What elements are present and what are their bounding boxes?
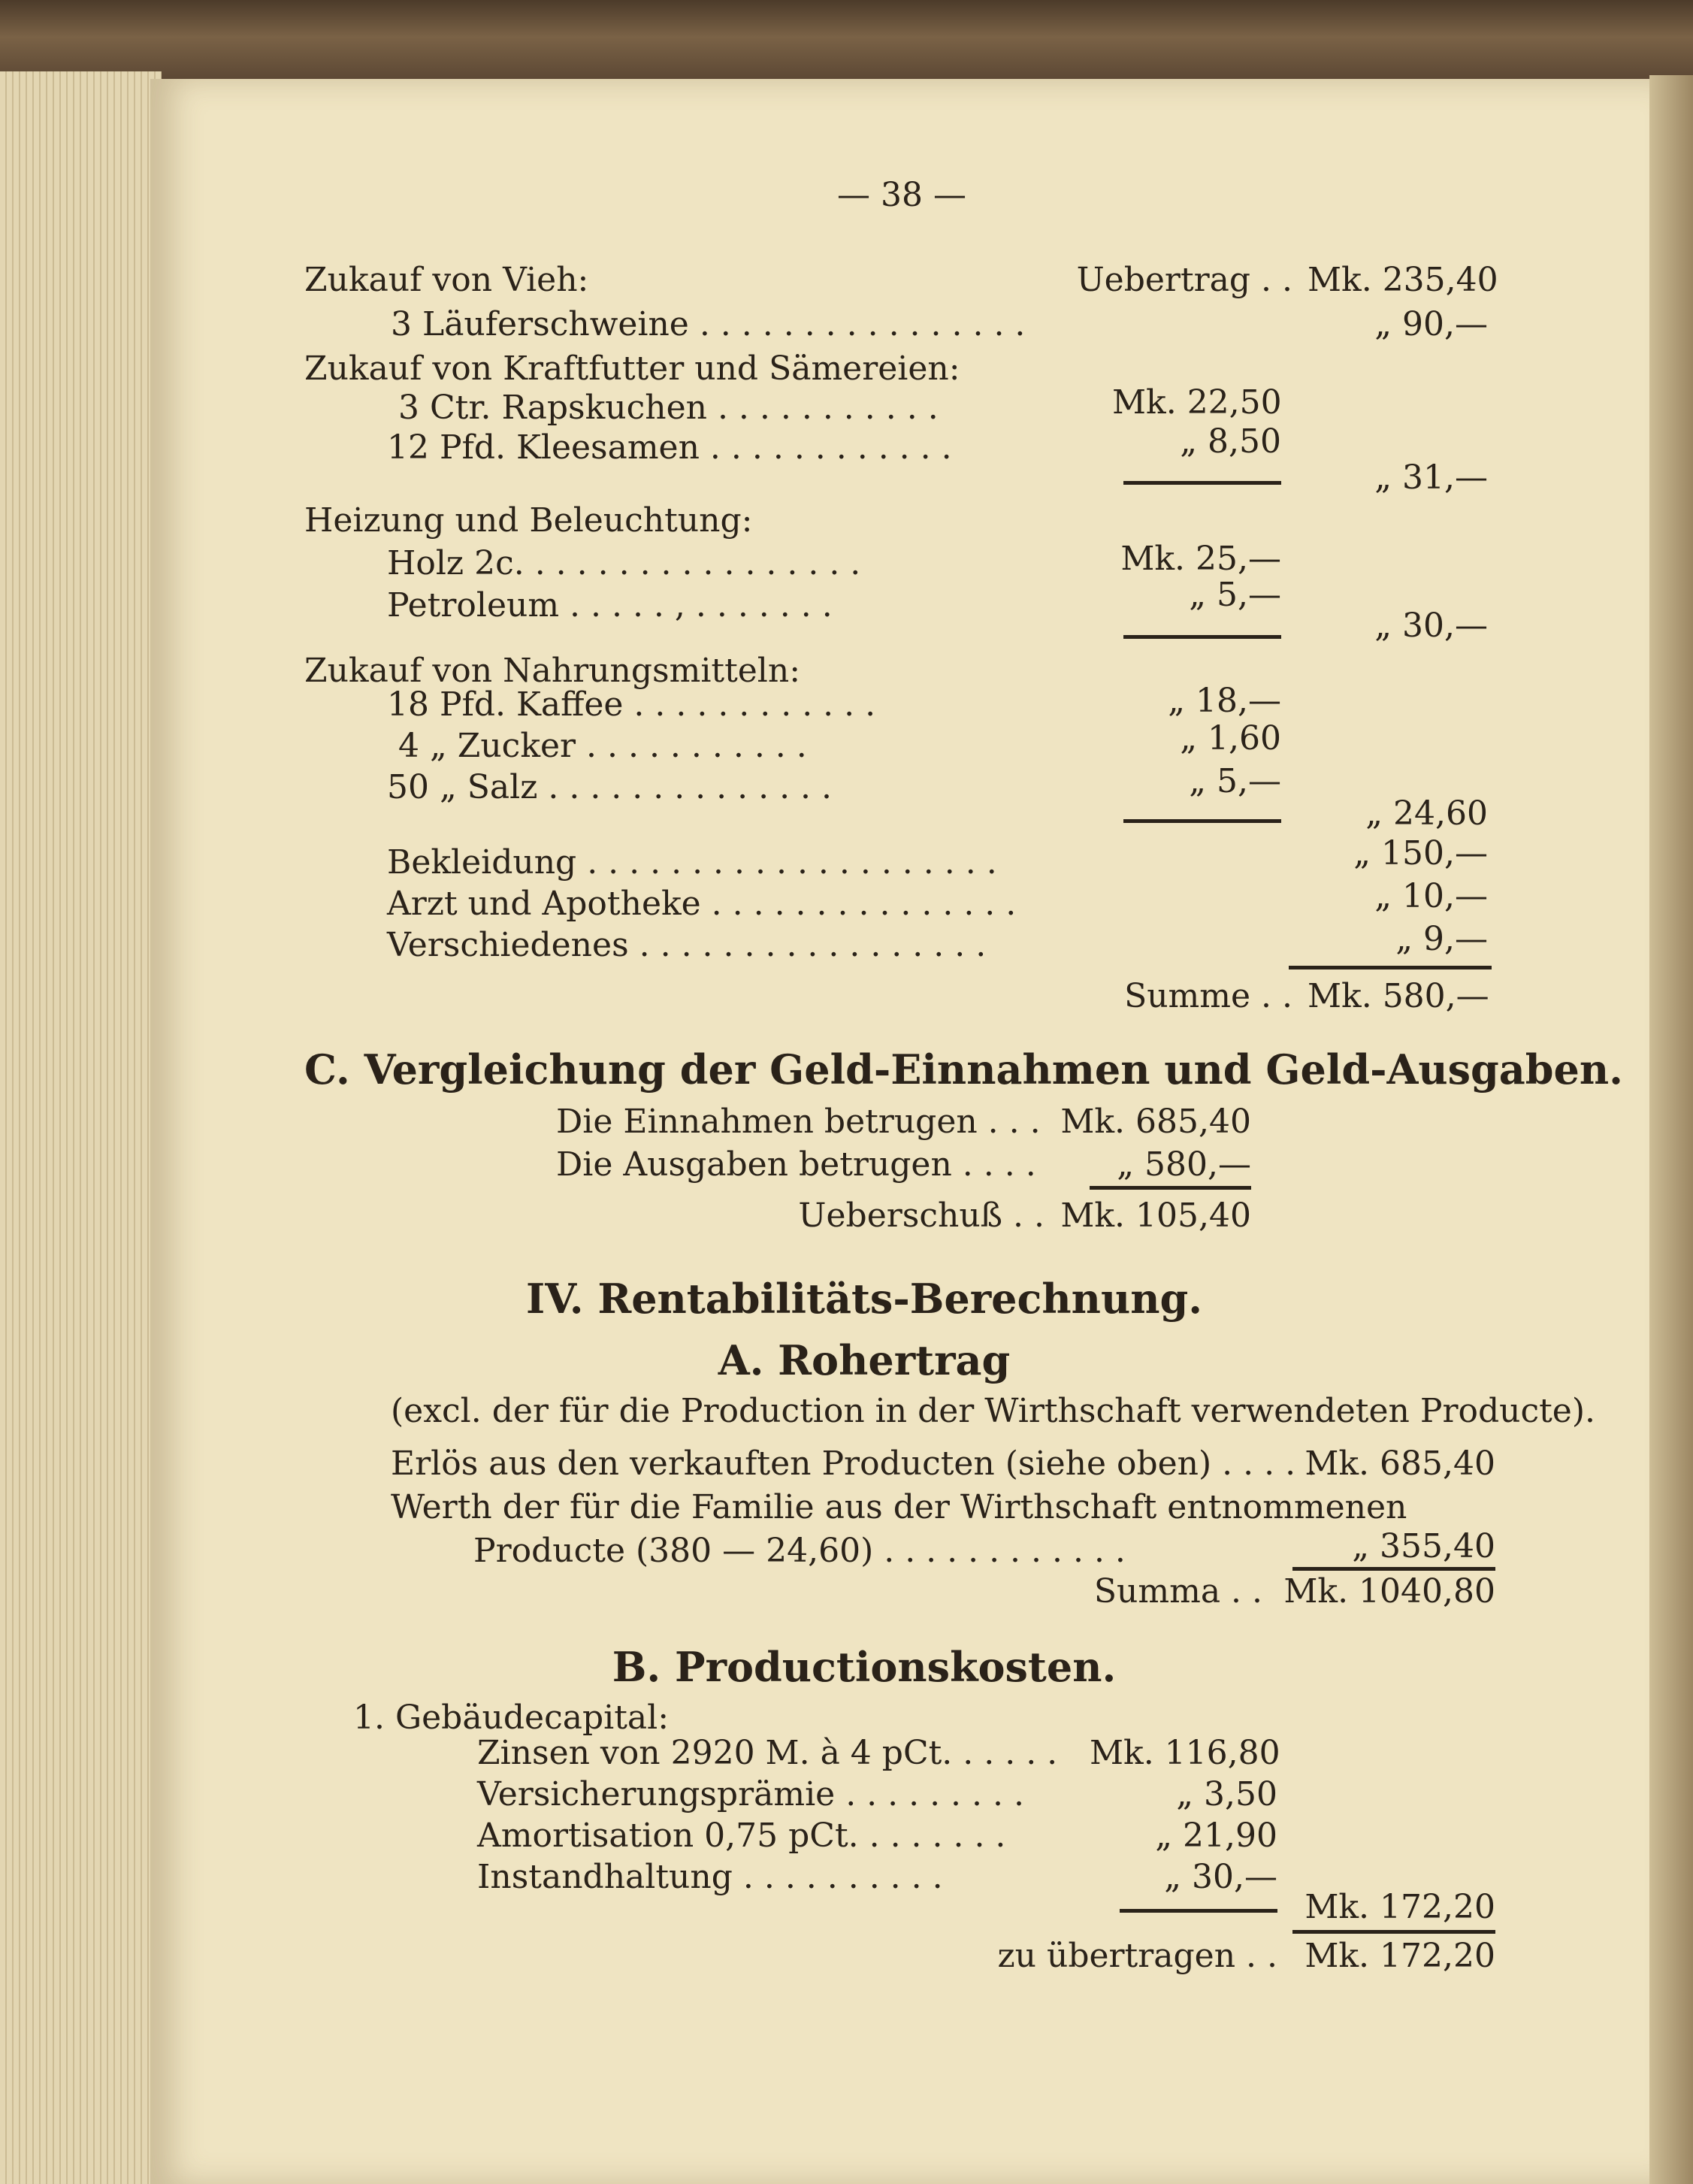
- item-zinsen: Zinsen von 2920 M. à 4 pCt. . . . . .: [477, 1734, 1058, 1772]
- page-number: — 38 —: [837, 176, 966, 214]
- summa-label: Summa . .: [1093, 1572, 1262, 1611]
- ausgaben-amount: „ 580,—: [1117, 1145, 1251, 1184]
- page-edges: [0, 71, 162, 2184]
- werth-line2: Producte (380 — 24,60) . . . . . . . . . . . .: [473, 1532, 1126, 1570]
- item-zucker: 4 „ Zucker . . . . . . . . . . .: [398, 727, 807, 765]
- amount-zinsen: Mk. 116,80: [1090, 1734, 1280, 1772]
- gebaeude-subtotal: Mk. 172,20: [1305, 1888, 1495, 1926]
- subtotal-rule: [1120, 1909, 1277, 1913]
- item-versicherung: Versicherungsprämie . . . . . . . . .: [477, 1775, 1024, 1813]
- heading-kraftfutter: Zukauf von Kraftfutter und Sämereien:: [304, 349, 960, 388]
- uebertrag-label: Uebertrag . .: [1076, 261, 1292, 299]
- subtotal-rule: [1123, 635, 1281, 639]
- item-rapskuchen: 3 Ctr. Rapskuchen . . . . . . . . . . .: [398, 389, 939, 427]
- einnahmen-amount: Mk. 685,40: [1060, 1103, 1251, 1141]
- total-rule: [1090, 1186, 1251, 1190]
- summe-label: Summe . .: [1124, 977, 1292, 1015]
- item-instandhaltung: Instandhaltung . . . . . . . . . .: [477, 1858, 943, 1896]
- summe-amount: Mk. 580,—: [1308, 977, 1489, 1015]
- total-rule: [1292, 1930, 1495, 1934]
- item-arzt: Arzt und Apotheke . . . . . . . . . . . . . . .: [387, 885, 1017, 923]
- amount-rapskuchen: Mk. 22,50: [1112, 383, 1282, 422]
- uebertrag-amount: Mk. 235,40: [1308, 261, 1498, 299]
- amount-verschiedenes: „ 9,—: [1395, 920, 1488, 958]
- item-amortisation: Amortisation 0,75 pCt. . . . . . . .: [477, 1816, 1006, 1855]
- page-right-edge: [1649, 75, 1693, 2184]
- heading-rohertrag: A. Rohertrag: [718, 1336, 1011, 1384]
- amount-instandhaltung: „ 30,—: [1164, 1858, 1277, 1896]
- ueberschuss-label: Ueberschuß . .: [798, 1196, 1045, 1235]
- amount-kleesamen: „ 8,50: [1180, 422, 1281, 461]
- item-salz: 50 „ Salz . . . . . . . . . . . . . .: [387, 768, 833, 806]
- total-rule: [1289, 966, 1492, 969]
- subtotal-rule: [1123, 481, 1281, 485]
- item-kaffee: 18 Pfd. Kaffee . . . . . . . . . . . .: [387, 685, 876, 724]
- book-spine: [0, 0, 1693, 83]
- total-heizung: „ 30,—: [1374, 606, 1488, 645]
- erloes-label: Erlös aus den verkauften Producten (siehe oben) . . . . .: [391, 1444, 1317, 1483]
- total-nahrung: „ 24,60: [1365, 794, 1488, 833]
- subtotal-rule: [1123, 819, 1281, 823]
- amount-arzt: „ 10,—: [1374, 877, 1488, 915]
- amount-salz: „ 5,—: [1189, 762, 1281, 800]
- item-verschiedenes: Verschiedenes . . . . . . . . . . . . . . . . .: [387, 926, 987, 964]
- heading-productionskosten: B. Productionskosten.: [612, 1643, 1117, 1691]
- total-kraftfutter: „ 31,—: [1374, 458, 1488, 497]
- heading-zukauf-vieh: Zukauf von Vieh:: [304, 261, 589, 299]
- werth-line1: Werth der für die Familie aus der Wirthschaft entnommenen: [391, 1488, 1407, 1526]
- item-kleesamen: 12 Pfd. Kleesamen . . . . . . . . . . . .: [387, 428, 952, 467]
- uebertragen-label: zu übertragen . .: [997, 1937, 1277, 1975]
- amount-amortisation: „ 21,90: [1155, 1816, 1277, 1855]
- summa-amount: Mk. 1040,80: [1283, 1572, 1495, 1611]
- item-petroleum: Petroleum . . . . . , . . . . . . .: [387, 586, 833, 625]
- heading-section-c: C. Vergleichung der Geld-Einnahmen und Geld-Ausgaben.: [304, 1045, 1623, 1094]
- heading-section-iv: IV. Rentabilitäts-Berechnung.: [526, 1275, 1203, 1323]
- item-holz: Holz 2c. . . . . . . . . . . . . . . . .: [387, 544, 861, 582]
- item-bekleidung: Bekleidung . . . . . . . . . . . . . . . . . . . .: [387, 843, 997, 882]
- ausgaben-label: Die Ausgaben betrugen . . . .: [556, 1145, 1036, 1184]
- amount-laeuferschweine: „ 90,—: [1374, 305, 1488, 343]
- amount-petroleum: „ 5,—: [1189, 576, 1281, 614]
- heading-heizung: Heizung und Beleuchtung:: [304, 501, 753, 540]
- amount-kaffee: „ 18,—: [1168, 682, 1281, 720]
- heading-nahrung: Zukauf von Nahrungsmitteln:: [304, 652, 801, 690]
- werth-amount: „ 355,40: [1352, 1527, 1495, 1565]
- item-laeuferschweine: 3 Läuferschweine . . . . . . . . . . . . . . . .: [391, 305, 1026, 343]
- amount-versicherung: „ 3,50: [1176, 1775, 1277, 1813]
- heading-gebaeudecapital: 1. Gebäudecapital:: [353, 1698, 670, 1737]
- rohertrag-note: (excl. der für die Production in der Wirthschaft verwendeten Producte).: [391, 1392, 1595, 1430]
- ueberschuss-amount: Mk. 105,40: [1060, 1196, 1251, 1235]
- amount-bekleidung: „ 150,—: [1353, 834, 1488, 873]
- amount-zucker: „ 1,60: [1180, 719, 1281, 758]
- erloes-amount: Mk. 685,40: [1305, 1444, 1495, 1483]
- einnahmen-label: Die Einnahmen betrugen . . .: [556, 1103, 1041, 1141]
- amount-holz: Mk. 25,—: [1120, 540, 1281, 578]
- uebertragen-amount: Mk. 172,20: [1305, 1937, 1495, 1975]
